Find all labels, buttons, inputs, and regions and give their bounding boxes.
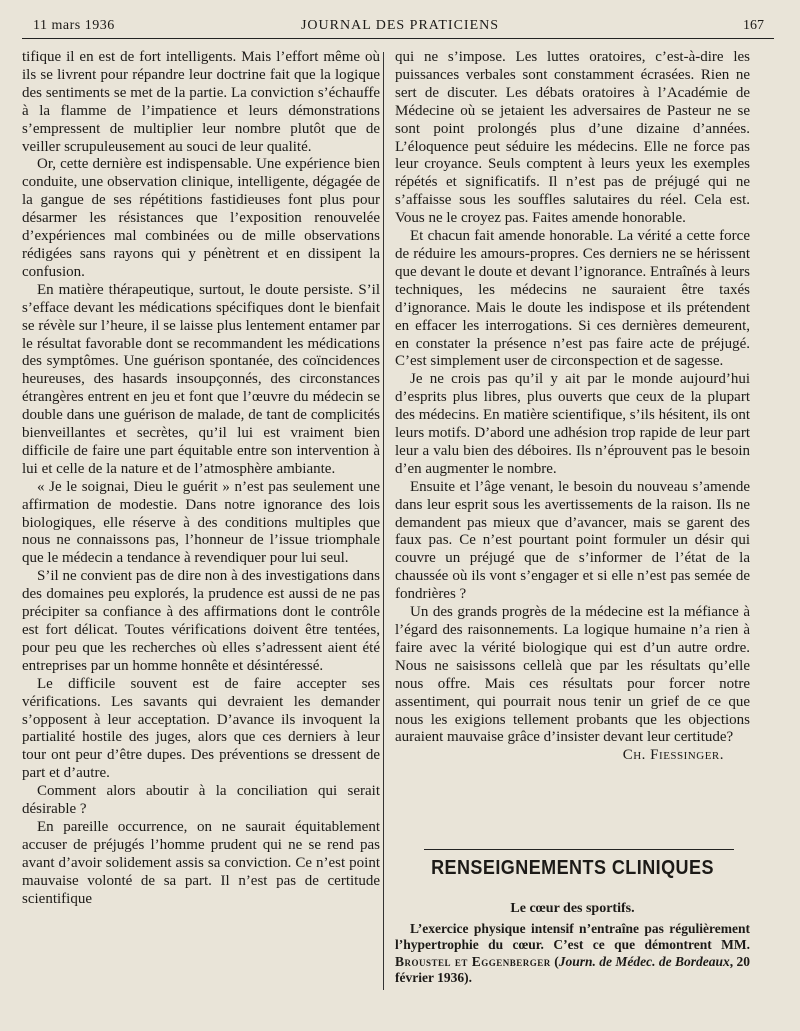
article-subtitle: Le cœur des sportifs.	[510, 901, 635, 916]
journal-title: JOURNAL DES PRATICIENS	[300, 18, 500, 33]
article-text: , 20 février 1936).	[395, 953, 750, 985]
header-rule	[22, 38, 774, 39]
article-text: L’exercice physique intensif n’entraîne pas régulièrement l’hypertrophie du cœur. C’est ce que démontrent MM.	[395, 921, 750, 953]
paragraph: Je ne crois pas qu’il y ait par le monde aujourd’hui d’esprits plus libres, plus ouverts que ceux de la plupart des médecins. En matière scientifique, s’ils hésitent, ils ont leurs motifs. D’abord une adhésion trop rapide de leur part leur a valu bien des déboires. Ils n’éprouvent pas le besoin d’en augmenter le nombre.	[395, 371, 750, 477]
paragraph: Ensuite et l’âge venant, le besoin du nouveau s’amende dans leur esprit sous les avertissements de la raison. Ils ne demandent pas mieux que d’avancer, mais se garent des faux pas. Ce n’est pourtant point formuler un désir qui couvre un préjugé que de s’informer de l’état de la chaussée où ils vont s’engager et si elle n’est pas semée de fondrières ?	[395, 478, 750, 603]
paragraph: En pareille occurrence, on ne saurait équitablement accuser de préjugés l’homme prudent qui ne se rend pas avant d’avoir solidement assis sa conviction. Ce n’est point mauvaise volonté de sa part. Il n’est pas de certitude scientifique	[22, 818, 380, 907]
section-rule	[424, 849, 734, 850]
paragraph: Et chacun fait amende honorable. La vérité a cette force de réduire les amours-propres. Ces derniers ne se hérissent que devant le doute et devant l’ignorance. Entraînés à leurs techniques, les médecins ne sauraient être taxés d’ignorance. Mais le doute les indispose et ils prétendent en effacer les interrogations. Si ces dernières demeurent, en constater la présence n’est pas faire acte de préjugé. C’est simplement user de circonspection et de sagesse.	[395, 228, 750, 370]
article-text: (	[550, 953, 559, 969]
paragraph: Le difficile souvent est de faire accepter ses vérifications. Les savants qui devraient les demander s’opposent à leur acceptation. D’avance ils invoquent la partialité hostile des juges, alors que ces derniers à leur tour ont peur d’être dupes. Des préventions se dressent de part et d’autre.	[22, 675, 380, 782]
issue-date: 11 mars 1936	[33, 18, 115, 33]
column-divider	[383, 52, 384, 990]
paragraph: qui ne s’impose. Les luttes oratoires, c’est-à-dire les puissances verbales sont constamment écrasées. Rien ne sert de discuter. Les débats oratoires à l’Académie de Médecine où se jetaient les adversaires de Pasteur ne se sont point prolongés plus d’une dizaine d’années. L’éloquence peut séduire les médecins. Elle ne force pas leur croyance. Seuls comptent à leurs yeux les exemples répétés et significatifs. Il n’est pas de préjugé qui ne s’affaisse sous les souffles salutaires du réel. Cela est. Vous ne le croyez pas. Faites amende honorable.	[395, 49, 750, 227]
paragraph: Comment alors aboutir à la conciliation qui serait désirable ?	[22, 783, 380, 818]
paragraph: tifique il en est de fort intelligents. Mais l’effort même où ils se livrent pour répandre leur doctrine fait que la logique des sentiments se met de la partie. La conviction s’échauffe à la flamme de l’impatience et leurs démonstrations s’empressent de multiplier leur nombre plutôt que de veiller scrupuleusement au souci de leur qualité.	[22, 49, 380, 155]
article-journal: Journ. de Médec. de Bordeaux	[558, 953, 730, 969]
paragraph: Un des grands progrès de la médecine est la méfiance à l’égard des raisonnements. La logique humaine n’a rien à faire avec la vérité biologique qui est d’un autre ordre. Nous ne saisissons cellelà que par les résultats qu’elle nous offre. Mais ces résultats pour forcer notre assentiment, qui pourrait nous tenir un grief de ce que nous les exigions tellement probants que les objections auraient mauvaise grâce d’insister devant leur certitude?	[395, 604, 750, 746]
paragraph: Or, cette dernière est indispensable. Une expérience bien conduite, une observation clinique, intelligente, dégagée de la gangue de ses répétitions fastidieuses font plus pour désarmer les résistances que l’exposition renouvelée d’expériences mal combinées ou de mille observations rédigées sans rayons qui y pénètrent et en dissipent la confusion.	[22, 156, 380, 280]
paragraph: « Je le soignai, Dieu le guérit » n’est pas seulement une affirmation de modestie. Dans notre ignorance des lois biologiques, elle réserve à des conditions multiples que nous ne connaissons pas, l’honneur de l’issue triomphale que le médecin a tendance à revendiquer pour lui seul.	[22, 478, 380, 567]
page-number: 167	[743, 18, 764, 33]
section-title: RENSEIGNEMENTS CLINIQUES	[431, 857, 714, 879]
author-signature: Ch. Fiessinger.	[622, 747, 724, 764]
article-paragraph	[395, 921, 750, 986]
right-column	[395, 49, 750, 765]
page-header	[0, 0, 800, 40]
article-authors: Broustel et Eggenberger	[395, 953, 551, 969]
paragraph: En matière thérapeutique, surtout, le doute persiste. S’il s’efface devant les médications spécifiques dont le bienfait se révèle sur l’heure, il se laisse plus lentement entamer par le résultat favorable dont se recommandent les médications des symptômes. Une guérison spontanée, des coïncidences heureuses, des hasards insoupçonnés, des circonstances étrangères entrent en jeu et font que l’œuvre du médecin se double dans une guérison de malade, de tant de complicités bienveillantes et secrètes, qu’il lui est vraiment bien difficile de faire une part équitable entre son intervention à lui et celle de la nature et de l’atmosphère ambiante.	[22, 281, 380, 477]
paragraph: S’il ne convient pas de dire non à des investigations dans des domaines peu explorés, la prudence est aussi de ne pas précipiter sa confiance à des affirmations dont le contrôle est fort délicat. Toutes vérifications doivent être tentées, pour peu que les recherches où elles s’adressent aient été entreprises par un homme honnête et désintéressé.	[22, 568, 380, 674]
article-body	[395, 921, 750, 986]
left-column	[22, 49, 380, 909]
